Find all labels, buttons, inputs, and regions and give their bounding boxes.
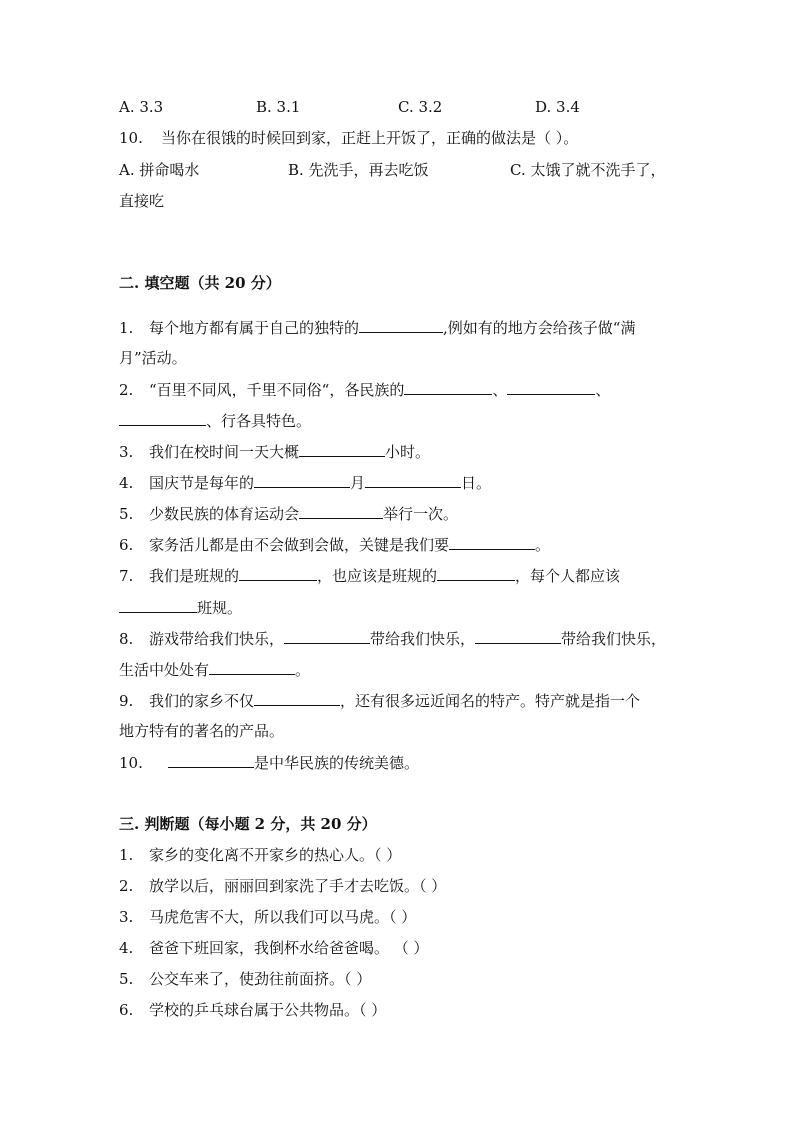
question-text: 我们在校时间一天大概 bbox=[149, 443, 300, 461]
question-text: 。 bbox=[535, 536, 551, 554]
judge-item-5 bbox=[119, 969, 371, 989]
question-text: 、行各具特色。 bbox=[206, 412, 312, 430]
question-text: 少数民族的体育运动会 bbox=[149, 505, 300, 523]
question-text: 日。 bbox=[461, 474, 492, 492]
answer-blank[interactable] bbox=[239, 565, 317, 581]
question-text: 公交车来了，使劲往前面挤。（ ） bbox=[149, 970, 372, 988]
question-text: ，每个人都应该 bbox=[515, 567, 621, 585]
question-text: 家乡的变化离不开家乡的热心人。（ ） bbox=[149, 846, 402, 864]
answer-blank[interactable] bbox=[449, 534, 535, 550]
fill-question-7 bbox=[119, 565, 620, 586]
question-number: 10. bbox=[119, 129, 143, 147]
answer-blank[interactable] bbox=[284, 628, 370, 644]
question-number: 10. bbox=[119, 754, 143, 772]
question-text: 每个地方都有属于自己的独特的 bbox=[149, 319, 360, 337]
question-text: ，还有很多远近闻名的特产。特产就是指一个 bbox=[340, 692, 641, 710]
answer-blank[interactable] bbox=[119, 597, 197, 613]
separator: 、 bbox=[595, 381, 611, 399]
question-text: ,例如有的地方会给孩子做“满 bbox=[443, 319, 636, 337]
fill-question-4 bbox=[119, 472, 491, 493]
question-text: 爸爸下班回家，我倒杯水给爸爸喝。 （ ） bbox=[149, 939, 429, 957]
option-c: C. 太饿了就不洗手了， bbox=[510, 161, 666, 179]
question-text: 班规。 bbox=[197, 599, 243, 617]
fill-question-8 bbox=[119, 628, 666, 649]
question-text: 小时。 bbox=[385, 443, 431, 461]
judge-item-1 bbox=[119, 845, 401, 865]
option-b: B. 3.1 bbox=[256, 98, 301, 116]
question-number: 1. bbox=[119, 846, 134, 864]
question-text: 游戏带给我们快乐， bbox=[149, 630, 285, 648]
option-b: B. 先洗手，再去吃饭 bbox=[288, 161, 429, 179]
answer-blank[interactable] bbox=[254, 472, 350, 488]
question-10 bbox=[119, 128, 578, 148]
fill-question-2 bbox=[119, 379, 610, 400]
fill-question-9-continued: 地方特有的著名的产品。 bbox=[119, 722, 285, 740]
question-text: 带给我们快乐， bbox=[561, 630, 667, 648]
question-number: 5. bbox=[119, 970, 134, 988]
question-number: 2. bbox=[119, 877, 134, 895]
fill-question-5 bbox=[119, 503, 458, 524]
question-text: 带给我们快乐， bbox=[370, 630, 476, 648]
answer-blank[interactable] bbox=[404, 379, 492, 395]
question-text: “百里不同风，千里不同俗“，各民族的 bbox=[149, 381, 405, 399]
section-title: 二. 填空题（共 20 分） bbox=[119, 274, 281, 292]
question-text: 学校的乒乓球台属于公共物品。（ ） bbox=[149, 1001, 387, 1019]
answer-blank[interactable] bbox=[254, 690, 340, 706]
question-text: 是中华民族的传统美德。 bbox=[254, 754, 420, 772]
option-c-continued: 直接吃 bbox=[119, 192, 165, 210]
fill-question-6 bbox=[119, 534, 550, 555]
answer-blank[interactable] bbox=[475, 628, 561, 644]
question-number: 8. bbox=[119, 630, 134, 648]
question-number: 7. bbox=[119, 567, 134, 585]
question-number: 3. bbox=[119, 443, 134, 461]
question-text: 国庆节是每年的 bbox=[149, 474, 255, 492]
question-text: ，也应该是班规的 bbox=[317, 567, 438, 585]
question-number: 6. bbox=[119, 1001, 134, 1019]
option-a: A. 3.3 bbox=[119, 98, 164, 116]
answer-blank[interactable] bbox=[365, 472, 461, 488]
answer-blank[interactable] bbox=[168, 752, 254, 768]
question-text: 生活中处处有 bbox=[119, 661, 210, 679]
question-text: 月 bbox=[350, 474, 366, 492]
answer-blank[interactable] bbox=[507, 379, 595, 395]
question-text: 家务活儿都是由不会做到会做，关键是我们要 bbox=[149, 536, 450, 554]
question-text: 马虎危害不大，所以我们可以马虎。（ ） bbox=[149, 908, 417, 926]
question-text: 。 bbox=[295, 661, 311, 679]
question-number: 4. bbox=[119, 474, 134, 492]
fill-question-7-continued bbox=[119, 597, 242, 618]
question-number: 4. bbox=[119, 939, 134, 957]
question-text: 放学以后，丽丽回到家洗了手才去吃饭。（ ） bbox=[149, 877, 447, 895]
answer-blank[interactable] bbox=[359, 317, 443, 333]
question-number: 6. bbox=[119, 536, 134, 554]
section-title: 三. 判断题（每小题 2 分，共 20 分） bbox=[119, 815, 377, 833]
fill-question-9 bbox=[119, 690, 640, 711]
answer-blank[interactable] bbox=[299, 441, 385, 457]
fill-question-10 bbox=[119, 752, 419, 773]
question-number: 1. bbox=[119, 319, 134, 337]
question-number: 5. bbox=[119, 505, 134, 523]
question-number: 2. bbox=[119, 381, 134, 399]
question-number: 9. bbox=[119, 692, 134, 710]
fill-question-1-continued: 月”活动。 bbox=[119, 349, 187, 367]
question-number: 3. bbox=[119, 908, 134, 926]
option-c: C. 3.2 bbox=[398, 98, 443, 116]
answer-blank[interactable] bbox=[437, 565, 515, 581]
option-d: D. 3.4 bbox=[535, 98, 580, 116]
answer-blank[interactable] bbox=[119, 410, 206, 426]
answer-blank[interactable] bbox=[299, 503, 383, 519]
fill-question-8-continued bbox=[119, 659, 310, 680]
judge-item-6 bbox=[119, 1000, 386, 1020]
question-text: 我们是班规的 bbox=[149, 567, 240, 585]
judge-item-2 bbox=[119, 876, 446, 896]
judge-item-4 bbox=[119, 938, 429, 958]
judge-item-3 bbox=[119, 907, 416, 927]
question-text: 当你在很饿的时候回到家，正赶上开饭了，正确的做法是（ ）。 bbox=[161, 129, 579, 147]
separator: 、 bbox=[492, 381, 508, 399]
fill-question-3 bbox=[119, 441, 430, 462]
fill-question-1 bbox=[119, 317, 635, 338]
option-a: A. 拼命喝水 bbox=[119, 161, 200, 179]
question-text: 我们的家乡不仅 bbox=[149, 692, 255, 710]
question-text: 举行一次。 bbox=[383, 505, 459, 523]
answer-blank[interactable] bbox=[209, 659, 295, 675]
fill-question-2-continued bbox=[119, 410, 311, 431]
